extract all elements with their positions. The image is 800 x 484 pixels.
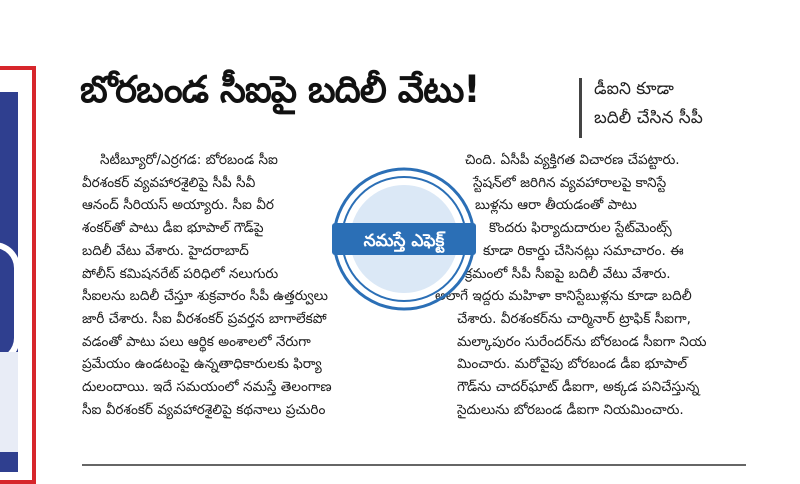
column2-line: కూడా రికార్డు చేసినట్లు సమాచారం. ఈ: [483, 242, 684, 259]
column2-line: సైదులును బోరబండ డీఐగా నియమించారు.: [457, 401, 684, 418]
column2-line: క్రమంలో సీపీ సీఐపై బదిలీ వేటు వేశారు.: [465, 265, 671, 282]
column1-line: ఆనంద్ సీరియస్ అయ్యారు. సీఐ వీర: [82, 197, 274, 214]
column2-line: చింది. ఏసీపీ వ్యక్తిగత విచారణ చేపట్టారు.: [465, 152, 680, 168]
column1-line: పోలీస్ కమిషనరేట్ పరిధిలో నలుగురు: [82, 265, 279, 282]
column2-line: కొందరు ఫిర్యాదుదారుల స్టేట్‌మెంట్స్: [489, 220, 672, 237]
column1-line: సీఐలను బదిలీ చేస్తూ శుక్రవారం సీపీ ఉత్తర్వులు: [82, 288, 328, 305]
adjacent-article-frame: [0, 66, 36, 484]
column1-line: సీఐ వీరశంకర్ వ్యవహారశైలిపై కథనాలు ప్రచురిం: [82, 401, 326, 418]
column1-line: ప్రమేయం ఉండటంపై ఉన్నతాధికారులకు ఫిర్యా: [82, 356, 322, 373]
column1-line: సిటీబ్యూరో/ఎర్రగడ: బోరబండ సీఐ: [100, 152, 278, 168]
bottom-divider: [82, 464, 746, 466]
headline: బోరబండ సీఐపై బదిలీ వేటు!: [80, 68, 480, 111]
column1-line: జారీ చేశారు. సీఐ వీరశంకర్ ప్రవర్తన బాగాలేకపో: [82, 310, 327, 327]
headline-divider: [579, 78, 582, 138]
adjacent-article-glyph: [0, 242, 20, 364]
adjacent-article-image: [0, 92, 18, 472]
column2-line: అలాగే ఇద్దరు మహిళా కానిస్టేబుళ్లను కూడా బదిలీ: [435, 288, 692, 305]
column1-line: దులందాయి. ఇదే సమయంలో నమస్తే తెలంగాణ: [82, 379, 332, 396]
subhead-line-2: బదిలీ చేసిన సీపీ: [594, 108, 703, 128]
column1-line: శంకర్‌తో పాటు డీఐ భూపాల్ గౌడ్‌పై: [82, 220, 264, 237]
subhead-line-1: డీఐని కూడా: [594, 79, 674, 99]
column1-line: బదిలీ వేటు వేశారు. హైదరాబాద్: [82, 242, 249, 259]
seal-label: నమస్తే ఎఫెక్ట్: [363, 231, 445, 251]
column2-line: చేశారు. వీరశంకర్‌ను చార్మినార్ ట్రాఫిక్ సీఐగా,: [457, 310, 691, 327]
column2-line: స్టేషన్‌లో జరిగిన వ్యవహారాలపై కానిస్టే: [473, 174, 667, 191]
column2-line: మించారు. మరోవైపు బోరబండ డీఐ భూపాల్: [457, 356, 688, 373]
column1-line: వడంతో పాటు పలు ఆర్థిక అంశాలలో నేరుగా: [82, 333, 311, 350]
column2-line: గౌడ్‌ను చాదర్‌ఘాట్ డీఐగా, అక్కడ పనిచేస్తున్న: [457, 379, 700, 396]
namaste-effect-seal: [330, 165, 478, 313]
column2-line: మల్కాపురం సురేందర్‌ను బోరబండ సీఐగా నియ: [457, 333, 707, 350]
column2-line: బుళ్లను ఆరా తీయడంతో పాటు: [475, 197, 637, 214]
column1-line: వీరశంకర్ వ్యవహారశైలిపై సీపీ సీవీ: [82, 174, 256, 191]
article-column-2: [435, 149, 745, 421]
adjacent-article-light-panel: [0, 352, 18, 452]
